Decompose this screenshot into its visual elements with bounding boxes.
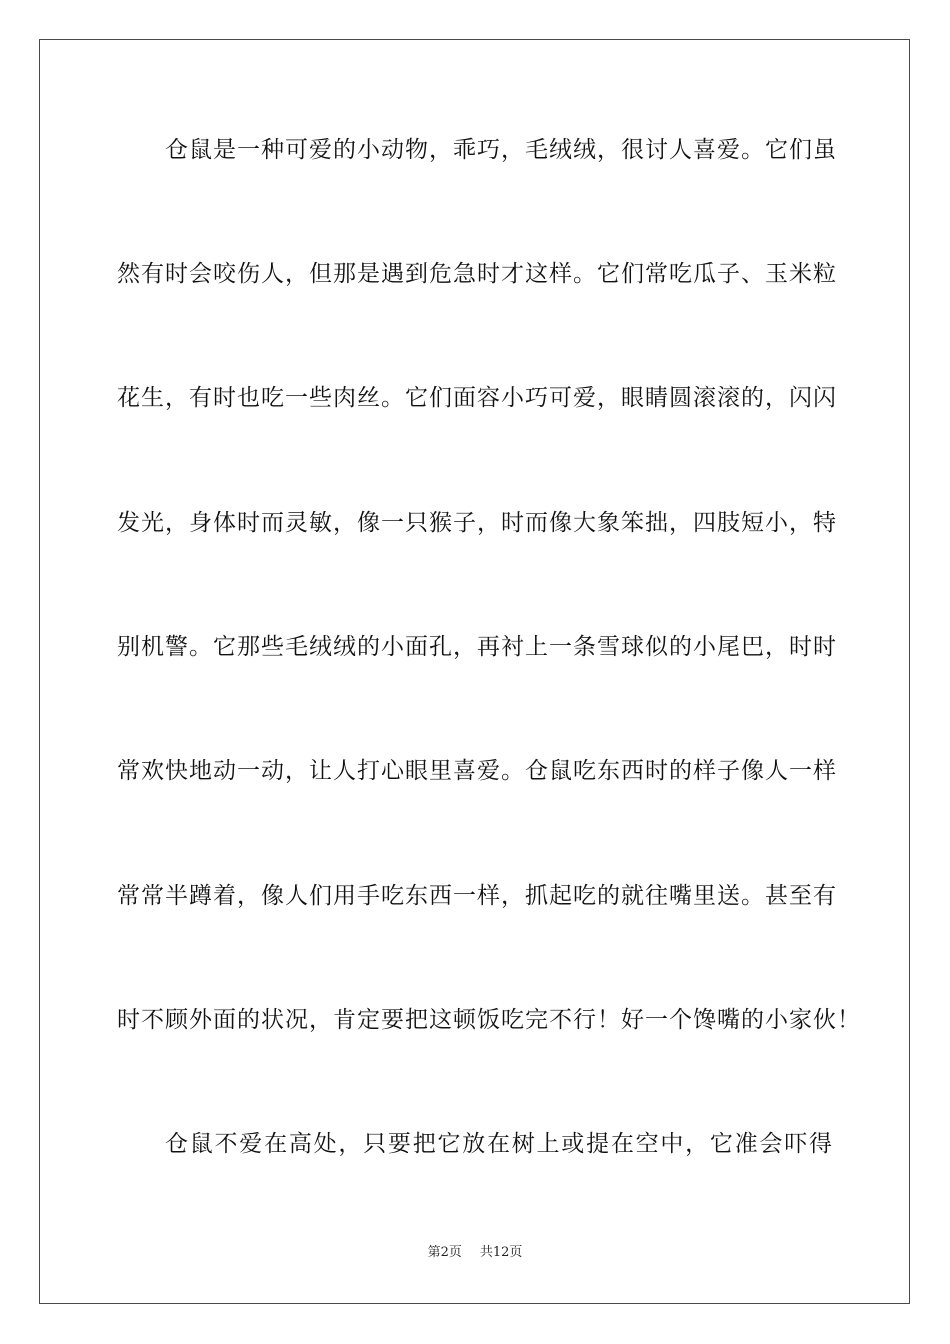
page-footer <box>0 1244 950 1262</box>
paragraph-1-line-4: 发光，身体时而灵敏，像一只猴子，时而像大象笨拙，四肢短小，特 <box>117 510 837 536</box>
paragraph-2-line-1: 仓鼠不爱在高处，只要把它放在树上或提在空中，它准会吓得 <box>165 1131 833 1157</box>
paragraph-1-line-5: 别机警。它那些毛绒绒的小面孔，再衬上一条雪球似的小尾巴，时时 <box>117 634 837 660</box>
paragraph-1-line-8: 时不顾外面的状况，肯定要把这顿饭吃完不行！好一个馋嘴的小家伙！ <box>117 1007 861 1033</box>
paragraph-1-line-6: 常欢快地动一动，让人打心眼里喜爱。仓鼠吃东西时的样子像人一样 <box>117 758 837 784</box>
page-frame <box>39 39 910 1304</box>
paragraph-1-line-3: 花生，有时也吃一些肉丝。它们面容小巧可爱，眼睛圆滚滚的，闪闪 <box>117 385 837 411</box>
paragraph-1-line-2: 然有时会咬伤人，但那是遇到危急时才这样。它们常吃瓜子、玉米粒 <box>117 261 837 287</box>
page-total: 共12页 <box>479 1245 523 1260</box>
paragraph-1-line-7: 常常半蹲着，像人们用手吃东西一样，抓起吃的就往嘴里送。甚至有 <box>117 883 837 909</box>
page-number: 第2页 <box>427 1245 462 1260</box>
paragraph-1-line-1: 仓鼠是一种可爱的小动物，乖巧，毛绒绒，很讨人喜爱。它们虽 <box>165 137 837 163</box>
